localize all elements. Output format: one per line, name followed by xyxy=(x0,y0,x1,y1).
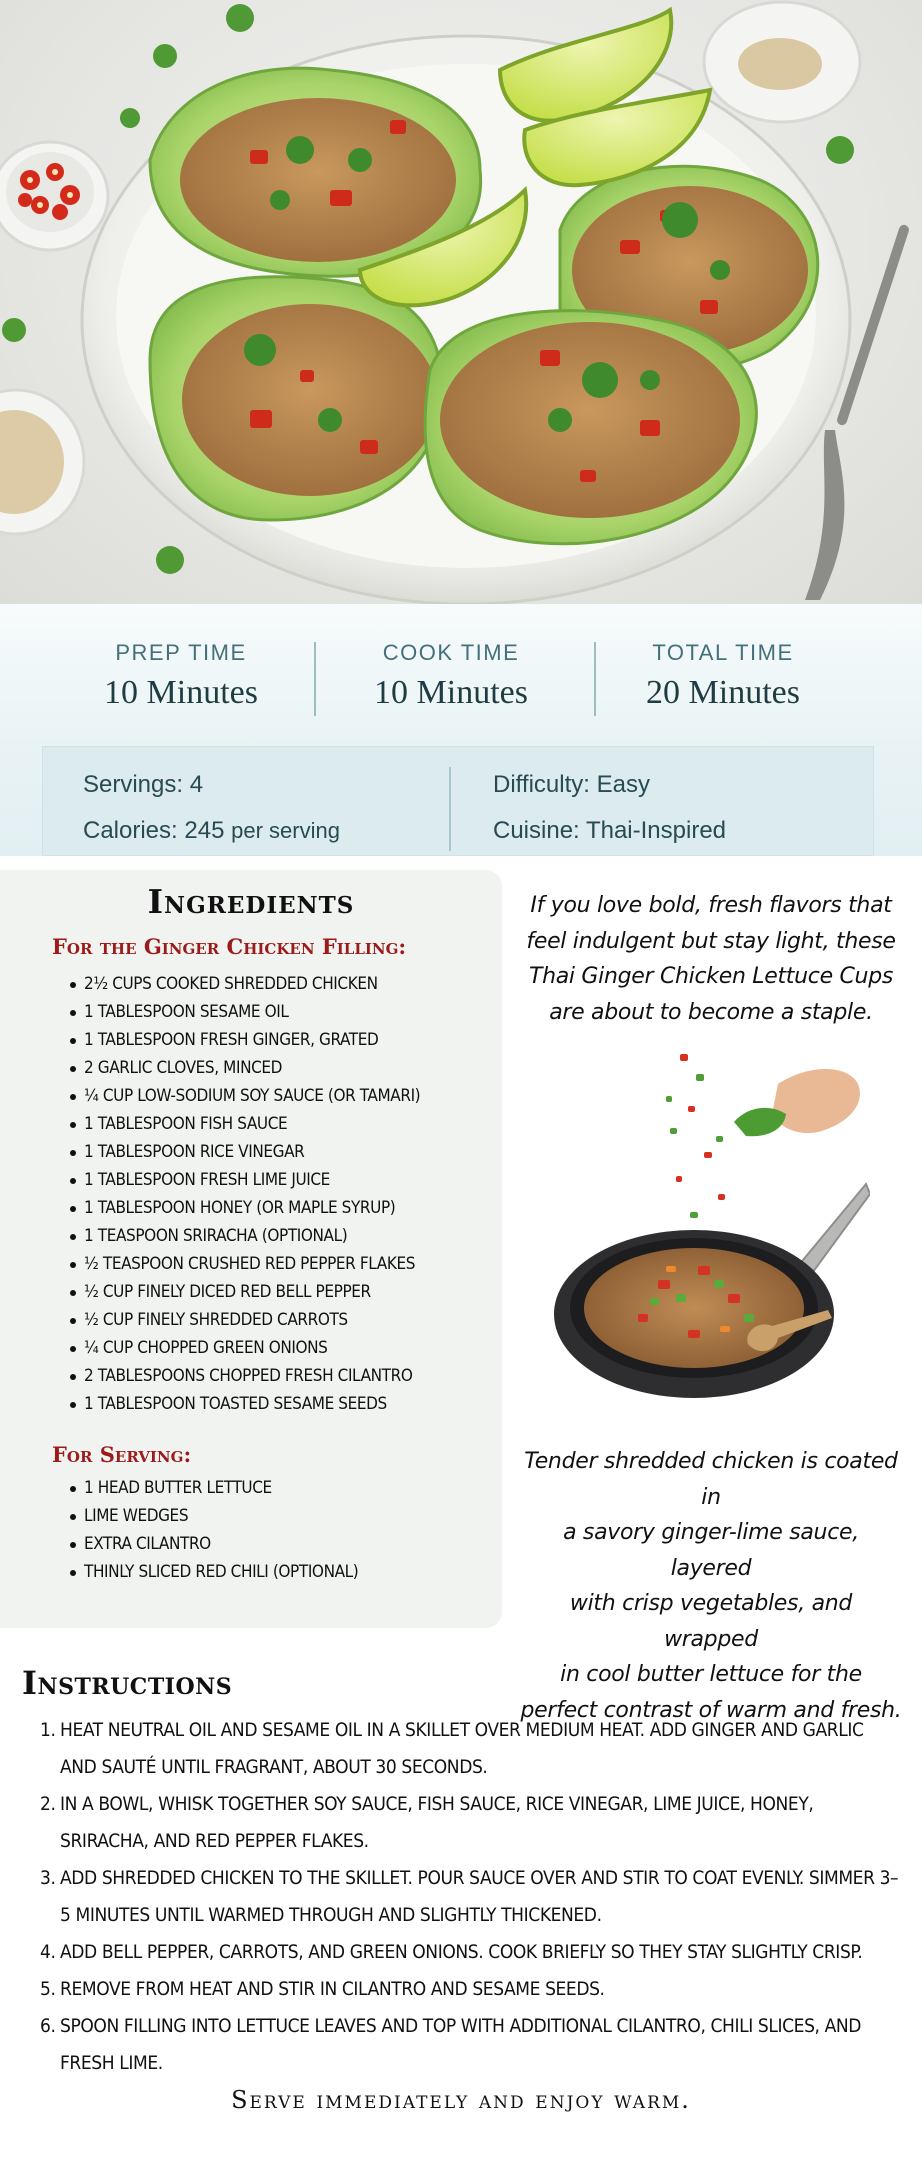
step-number: 2. xyxy=(40,1793,56,1815)
intro-line: If you love bold, fresh flavors that xyxy=(530,893,892,918)
ingredient-item: 1 TABLESPOON SESAME OIL xyxy=(70,998,420,1026)
step-text: SPOON FILLING INTO LETTUCE LEAVES AND TOP WITH ADDITIONAL CILANTRO, CHILI SLICES, AND FRESH LIME. xyxy=(60,2015,862,2074)
lettuce-cups-plate-illustration xyxy=(0,0,922,604)
recipe-times-panel xyxy=(0,604,922,856)
description-line: with crisp vegetables, and wrapped xyxy=(569,1591,853,1652)
description-line: in cool butter lettuce for the xyxy=(560,1662,862,1687)
ingredient-item: ½ CUP FINELY SHREDDED CARROTS xyxy=(70,1306,420,1334)
step-number: 4. xyxy=(40,1941,56,1963)
calories-label: Calories: xyxy=(83,817,178,844)
total-time-value: 20 Minutes xyxy=(646,674,800,711)
filling-section-heading: For the Ginger Chicken Filling: xyxy=(52,934,407,959)
intro-paragraph xyxy=(520,888,902,1030)
ingredient-item: 1 TABLESPOON FRESH GINGER, GRATED xyxy=(70,1026,420,1054)
hero-photo xyxy=(0,0,922,604)
ingredient-item: 2 GARLIC CLOVES, MINCED xyxy=(70,1054,420,1082)
ingredient-item: 2½ CUPS COOKED SHREDDED CHICKEN xyxy=(70,970,420,998)
step-text: HEAT NEUTRAL OIL AND SESAME OIL IN A SKILLET OVER MEDIUM HEAT. ADD GINGER AND GARLIC AND SAUTÉ UNTIL FRAGRANT, ABOUT 30 SECONDS. xyxy=(60,1719,864,1778)
prep-time xyxy=(46,640,316,712)
instruction-step xyxy=(40,1786,900,1860)
ingredient-item: ½ CUP FINELY DICED RED BELL PEPPER xyxy=(70,1278,420,1306)
prep-time-value: 10 Minutes xyxy=(104,674,258,711)
description-paragraph xyxy=(520,1444,902,1728)
intro-line: Thai Ginger Chicken Lettuce Cups xyxy=(528,964,894,989)
skillet-illustration xyxy=(548,1044,870,1406)
calories-unit: per serving xyxy=(231,818,340,843)
ingredient-item: 1 TEASPOON SRIRACHA (OPTIONAL) xyxy=(70,1222,420,1250)
ingredients-card xyxy=(0,870,502,1628)
instruction-step xyxy=(40,1860,900,1934)
instruction-step xyxy=(40,2008,900,2082)
difficulty-label: Difficulty: xyxy=(493,771,590,798)
calories-row xyxy=(83,817,340,845)
facts-divider xyxy=(449,767,451,851)
intro-line: feel indulgent but stay light, these xyxy=(526,928,896,954)
instruction-steps xyxy=(40,1712,900,2082)
recipe-facts-box xyxy=(42,746,874,856)
cook-time-value: 10 Minutes xyxy=(374,674,528,711)
ingredient-item: ½ TEASPOON CRUSHED RED PEPPER FLAKES xyxy=(70,1250,420,1278)
instruction-step xyxy=(40,1934,900,1971)
ingredients-heading: Ingredients xyxy=(147,882,355,921)
step-number: 6. xyxy=(40,2015,56,2037)
step-text: IN A BOWL, WHISK TOGETHER SOY SAUCE, FISH SAUCE, RICE VINEGAR, LIME JUICE, HONEY, SRIRACHA, AND RED PEPPER FLAKES. xyxy=(60,1793,814,1852)
difficulty-row xyxy=(493,771,650,799)
prep-time-label: PREP TIME xyxy=(115,640,247,665)
ingredient-item: 1 TABLESPOON FISH SAUCE xyxy=(70,1110,420,1138)
total-time xyxy=(588,640,858,712)
step-number: 5. xyxy=(40,1978,56,2000)
closing-note: Serve immediately and enjoy warm. xyxy=(231,2086,691,2114)
ingredient-item: 1 TABLESPOON TOASTED SESAME SEEDS xyxy=(70,1390,420,1418)
step-text: ADD BELL PEPPER, CARROTS, AND GREEN ONIONS. COOK BRIEFLY SO THEY STAY SLIGHTLY CRISP. xyxy=(60,1941,863,1963)
ingredient-item: 1 TABLESPOON FRESH LIME JUICE xyxy=(70,1166,420,1194)
description-line: Tender shredded chicken is coated in xyxy=(524,1449,898,1510)
step-number: 3. xyxy=(40,1867,56,1889)
step-number: 1. xyxy=(40,1719,56,1741)
intro-line: are about to become a staple. xyxy=(549,999,873,1025)
serving-item: EXTRA CILANTRO xyxy=(70,1530,358,1558)
description-line: a savory ginger-lime sauce, layered xyxy=(563,1520,859,1581)
cook-time-label: COOK TIME xyxy=(382,640,520,665)
serving-ingredient-list xyxy=(70,1474,358,1586)
ingredient-item: ¼ CUP CHOPPED GREEN ONIONS xyxy=(70,1334,420,1362)
ingredient-item: 2 TABLESPOONS CHOPPED FRESH CILANTRO xyxy=(70,1362,420,1390)
calories-value: 245 xyxy=(184,817,225,844)
servings-value: 4 xyxy=(189,771,204,798)
ingredient-item: ¼ CUP LOW-SODIUM SOY SAUCE (OR TAMARI) xyxy=(70,1082,420,1110)
servings-row xyxy=(83,771,203,799)
instruction-step xyxy=(40,1971,900,2008)
serving-section-heading: For Serving: xyxy=(52,1442,192,1467)
cuisine-label: Cuisine: xyxy=(493,817,580,844)
serving-item: THINLY SLICED RED CHILI (OPTIONAL) xyxy=(70,1558,358,1586)
servings-label: Servings: xyxy=(83,771,184,798)
total-time-label: TOTAL TIME xyxy=(652,640,794,665)
instruction-step xyxy=(40,1712,900,1786)
difficulty-value: Easy xyxy=(596,771,650,798)
ingredient-item: 1 TABLESPOON RICE VINEGAR xyxy=(70,1138,420,1166)
instructions-heading: Instructions xyxy=(22,1664,233,1702)
filling-ingredient-list xyxy=(70,970,420,1418)
step-text: ADD SHREDDED CHICKEN TO THE SKILLET. POUR SAUCE OVER AND STIR TO COAT EVENLY. SIMMER 3–5 MINUTES UNTIL WARMED THROUGH AND SLIGHTLY THICKENED. xyxy=(60,1867,899,1926)
skillet-photo xyxy=(548,1044,870,1406)
serving-item: 1 HEAD BUTTER LETTUCE xyxy=(70,1474,358,1502)
cuisine-row xyxy=(493,817,726,845)
step-text: REMOVE FROM HEAT AND STIR IN CILANTRO AND SESAME SEEDS. xyxy=(60,1978,605,2000)
serving-item: LIME WEDGES xyxy=(70,1502,358,1530)
description-line: perfect contrast of warm and fresh. xyxy=(520,1697,902,1723)
cuisine-value: Thai-Inspired xyxy=(585,817,727,844)
cook-time xyxy=(316,640,586,712)
ingredient-item: 1 TABLESPOON HONEY (OR MAPLE SYRUP) xyxy=(70,1194,420,1222)
